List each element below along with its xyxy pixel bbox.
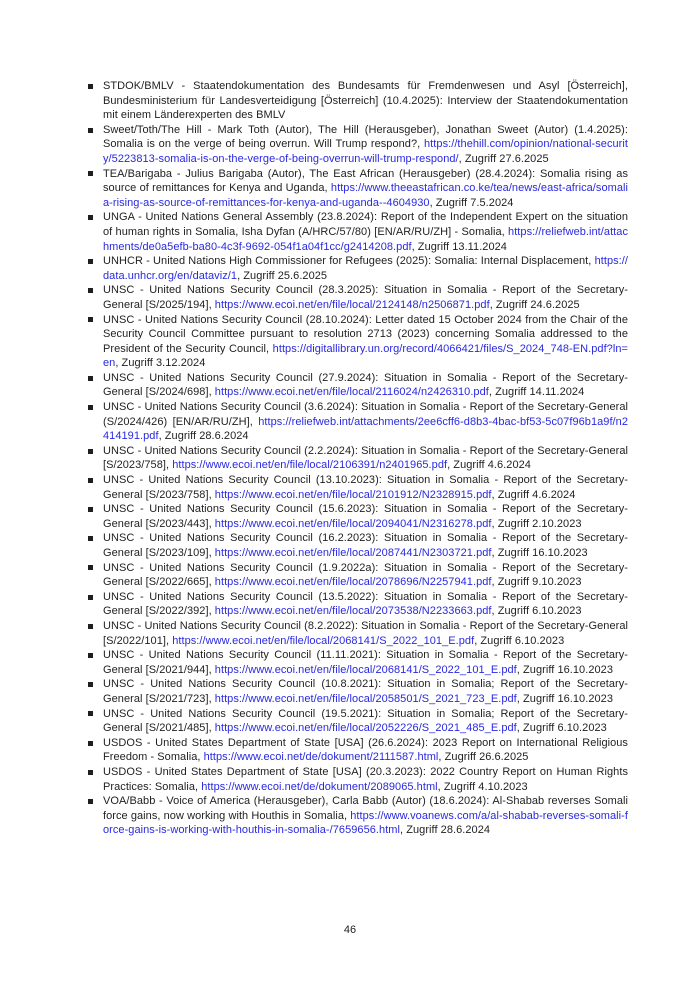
citation-link[interactable]: https://www.voanews.com/a/al-shabab-reverses-somali-force-gains-is-working-with-houthis-in-somalia-/7659656.html [103,809,628,837]
citation-text: , Zugriff 4.10.2023 [437,780,528,793]
citation-link[interactable]: https://www.ecoi.net/en/file/local/2094041/N2316278.pdf [214,517,492,530]
citation-text: UNSC - United Nations Security Council (10.8.2021): Situation in Somalia; Report of the Secretary-General [S/2021/723], [103,678,628,705]
bibliography-entry [88,123,628,167]
bullet-square-icon [88,682,93,687]
bullet-square-icon [88,653,93,658]
citation-link[interactable]: https://www.ecoi.net/en/file/local/2087441/N2303721.pdf [214,547,492,559]
bullet-square-icon [88,449,93,454]
bullet-square-icon [88,536,93,541]
citation-text: , Zugriff 6.10.2023 [516,722,607,735]
bibliography-entry [88,619,628,648]
bibliography-entry [88,400,628,444]
bullet-square-icon [88,711,93,716]
bibliography-entry [88,794,628,838]
citation-link[interactable]: https://www.ecoi.net/en/file/local/2052226/S_2021_485_E.pdf [214,722,517,735]
bibliography-entry [88,313,628,371]
citation-link[interactable]: https://www.ecoi.net/en/file/local/2101912/N2328915.pdf [214,488,492,501]
bullet-square-icon [88,288,93,293]
bibliography-entry [88,473,628,502]
citation-text: UNSC - United Nations Security Council (28.10.2024): Letter dated 15 October 2024 from the Chair of the Security Council Committee pursuant to resolution 2713 (2023) concerning Somalia addressed to the President of the Security Council, [103,313,628,355]
bibliography-entry [88,444,628,473]
citation-link[interactable]: https://reliefweb.int/attachments/2ee6cff6-d8b3-4bac-bf53-5c07f96b1a9f/n2414191.pdf [103,415,628,443]
citation-text: , Zugriff 26.6.2025 [438,751,529,764]
citation-text: UNSC - United Nations Security Council (8.2.2022): Situation in Somalia - Report of the Secretary-General [S/2022/101], [103,619,628,647]
bullet-square-icon [88,405,93,410]
bullet-square-icon [88,215,93,220]
citation-link[interactable]: https://reliefweb.int/attachments/de0a5efb-ba80-4c3f-9692-054f1a04f1cc/g2414208.pdf [103,225,628,253]
bibliography-list [88,79,628,838]
bullet-square-icon [88,624,93,629]
bullet-square-icon [88,84,93,89]
bullet-square-icon [88,128,93,133]
bibliography-entry [88,371,628,400]
citation-text: UNSC - United Nations Security Council (19.5.2021): Situation in Somalia; Report of the Secretary-General [S/2021/485], [103,707,628,735]
bullet-square-icon [88,565,93,570]
citation-text: , Zugriff 4.6.2024 [447,459,531,472]
bullet-square-icon [88,595,93,600]
citation-text: , Zugriff 6.10.2023 [474,634,565,647]
citation-link[interactable]: https://www.ecoi.net/en/file/local/2106391/n2401965.pdf [172,459,448,472]
citation-text: UNSC - United Nations Security Council (1.9.2022a): Situation in Somalia - Report of the Secretary-General [S/2022/665], [103,561,628,589]
bullet-square-icon [88,478,93,483]
bullet-square-icon [88,507,93,512]
citation-link[interactable]: https://digitallibrary.un.org/record/4066421/files/S_2024_748-EN.pdf?ln=en [103,342,628,370]
page-number: 46 [343,924,357,936]
citation-text: UNSC - United Nations Security Council (2.2.2024): Situation in Somalia - Report of the Secretary-General [S/2023/758], [103,444,628,472]
citation-text: Sweet/Toth/The Hill - Mark Toth (Autor), The Hill (Herausgeber), Jonathan Sweet (Autor) (1.4.2025): Somalia is on the verge of being overrun. Will Trump respond?, [103,123,628,151]
citation-link[interactable]: https://thehill.com/opinion/national-security/5223813-somalia-is-on-the-verge-of-being-overrun-will-trump-respond/ [103,138,628,165]
bibliography-entry [88,254,628,283]
citation-text: , Zugriff 28.6.2024 [158,430,249,443]
citation-link[interactable]: https://www.ecoi.net/de/dokument/2089065.html [201,780,438,793]
citation-text: UNSC - United Nations Security Council (13.5.2022): Situation in Somalia - Report of the Secretary-General [S/2022/392], [103,590,628,618]
citation-text: UNSC - United Nations Security Council (3.6.2024): Situation in Somalia - Report of the Secretary-General (S/2024/426) [EN/AR/RU/ZH], [103,401,628,428]
citation-text: , Zugriff 14.11.2024 [488,386,585,399]
citation-text: UNHCR - United Nations High Commissioner for Refugees (2025): Somalia: Internal Displacement, [103,255,595,268]
citation-link[interactable]: https://www.ecoi.net/en/file/local/2073538/N2233663.pdf [214,605,492,618]
bibliography-entry [88,736,628,765]
bullet-square-icon [88,770,93,775]
citation-text: , Zugriff 3.12.2024 [115,357,206,370]
bullet-square-icon [88,317,93,322]
citation-link[interactable]: https://data.unhcr.org/en/dataviz/1 [103,255,628,282]
citation-text: , Zugriff 16.10.2023 [516,663,613,676]
citation-text: USDOS - United States Department of State [USA] (20.3.2023): 2022 Country Report on Human Rights Practices: Somalia, [103,765,628,793]
citation-text: UNSC - United Nations Security Council (28.3.2025): Situation in Somalia - Report of the Secretary-General [S/2025/194], [103,284,628,311]
bibliography-entry [88,707,628,736]
bullet-square-icon [88,376,93,381]
bullet-square-icon [88,171,93,176]
citation-text: TEA/Barigaba - Julius Barigaba (Autor), The East African (Herausgeber) (28.4.2024): Somalia rising as source of remittances for Kenya and Uganda, [103,167,628,195]
citation-link[interactable]: https://www.ecoi.net/en/file/local/2068141/S_2022_101_E.pdf [172,634,475,647]
bibliography-entry [88,677,628,706]
bullet-square-icon [88,799,93,804]
citation-text: STDOK/BMLV - Staatendokumentation des Bundesamts für Fremdenwesen und Asyl [Österreich], Bundesministerium für Landesverteidigung [Österreich] (10.4.2025): Interview der Staatendokumentation mit einem Länderexperten des BMLV [103,80,628,122]
citation-link[interactable]: https://www.ecoi.net/en/file/local/2058501/S_2021_723_E.pdf [214,692,517,705]
citation-text: , Zugriff 25.6.2025 [237,269,328,282]
citation-text: , Zugriff 9.10.2023 [491,576,582,589]
citation-text: UNGA - United Nations General Assembly (23.8.2024): Report of the Independent Expert on the situation of human rights in Somalia, Isha Dyfan (A/HRC/57/80) [EN/AR/RU/ZH] - Somalia, [103,211,628,238]
citation-text: , Zugriff 16.10.2023 [516,692,613,705]
citation-text: UNSC - United Nations Security Council (13.10.2023): Situation in Somalia - Report of the Secretary-General [S/2023/758], [103,474,628,501]
citation-text: , Zugriff 27.6.2025 [458,152,549,165]
citation-text: UNSC - United Nations Security Council (27.9.2024): Situation in Somalia - Report of the Secretary-General [S/2024/698], [103,371,628,399]
citation-text: , Zugriff 6.10.2023 [491,605,582,618]
bullet-square-icon [88,741,93,746]
citation-text: , Zugriff 13.11.2024 [411,240,507,253]
bibliography-entry [88,79,628,123]
bibliography-entry [88,531,628,560]
bibliography-entry [88,648,628,677]
bibliography-entry [88,283,628,312]
citation-link[interactable]: https://www.ecoi.net/en/file/local/2124148/n2506871.pdf [214,298,490,311]
citation-link[interactable]: https://www.theeastafrican.co.ke/tea/news/east-africa/somalia-rising-as-source-of-remittances-for-kenya-and-uganda--4604930 [103,182,628,209]
citation-text: VOA/Babb - Voice of America (Herausgeber), Carla Babb (Autor) (18.6.2024): Al-Shabab reverses Somali force gains, now working with Houthis in Somalia, [103,795,628,822]
citation-text: UNSC - United Nations Security Council (15.6.2023): Situation in Somalia - Report of the Secretary-General [S/2023/443], [103,503,628,530]
bibliography-entry [88,210,628,254]
bibliography-entry [88,561,628,590]
citation-link[interactable]: https://www.ecoi.net/en/file/local/2116024/n2426310.pdf [214,386,489,399]
citation-link[interactable]: https://www.ecoi.net/en/file/local/2078696/N2257941.pdf [214,576,492,589]
citation-text: , Zugriff 16.10.2023 [491,547,588,559]
bullet-square-icon [88,259,93,264]
citation-text: , Zugriff 4.6.2024 [491,488,576,501]
bibliography-entry [88,502,628,531]
citation-text: , Zugriff 28.6.2024 [400,824,491,837]
citation-text: USDOS - United States Department of State [USA] (26.6.2024): 2023 Report on International Religious Freedom - Somalia, [103,736,628,764]
citation-text: UNSC - United Nations Security Council (11.11.2021): Situation in Somalia - Report of the Secretary-General [S/2021/944], [103,649,628,676]
citation-text: , Zugriff 7.5.2024 [429,196,514,209]
bibliography-entry [88,167,628,211]
citation-text: , Zugriff 2.10.2023 [491,517,582,530]
bibliography-entry [88,590,628,619]
citation-link[interactable]: https://www.ecoi.net/de/dokument/2111587.html [203,751,439,764]
bibliography-entry [88,765,628,794]
citation-link[interactable]: https://www.ecoi.net/en/file/local/2068141/S_2022_101_E.pdf [214,663,517,676]
citation-text: , Zugriff 24.6.2025 [489,298,580,311]
citation-text: UNSC - United Nations Security Council (16.2.2023): Situation in Somalia - Report of the Secretary-General [S/2023/109], [103,532,628,559]
